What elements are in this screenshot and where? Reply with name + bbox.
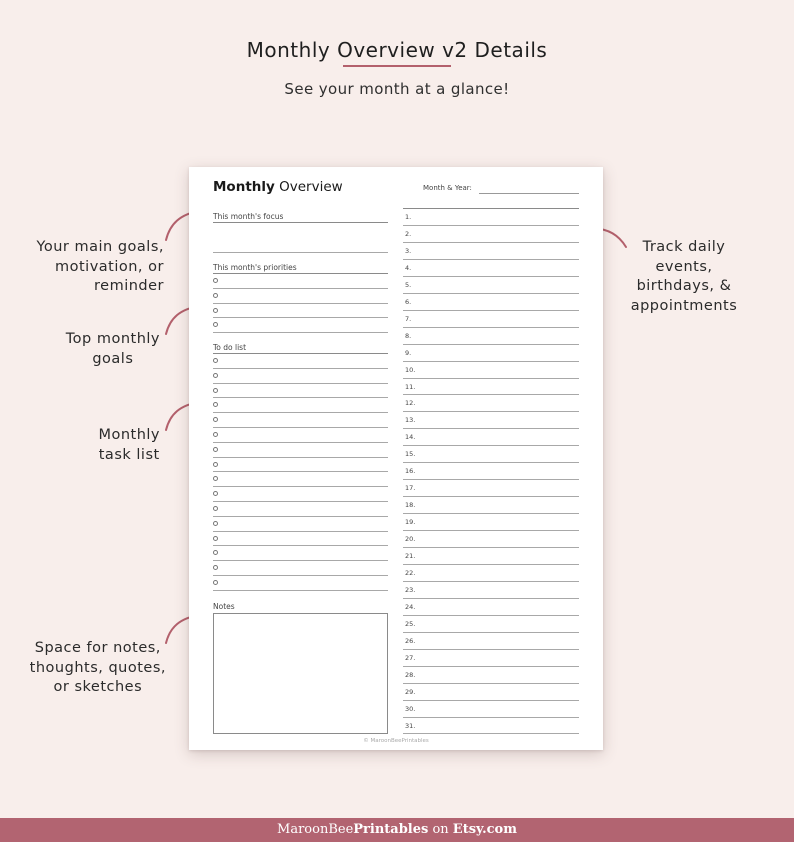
priority-line — [213, 288, 388, 289]
day-number: 5. — [405, 280, 412, 289]
day-number: 8. — [405, 331, 412, 340]
callout-line: birthdays, & — [636, 278, 732, 294]
todo-rule — [213, 353, 388, 354]
todo-checkbox[interactable] — [213, 491, 218, 496]
day-line — [403, 632, 579, 633]
todo-line — [213, 590, 388, 591]
day-number: 13. — [405, 416, 416, 425]
day-number: 17. — [405, 484, 416, 493]
day-number: 24. — [405, 602, 416, 611]
todo-checkbox[interactable] — [213, 417, 218, 422]
todo-checkbox[interactable] — [213, 565, 218, 570]
todo-line — [213, 545, 388, 546]
day-line — [403, 445, 579, 446]
callout-line: or sketches — [53, 679, 143, 695]
todo-checkbox[interactable] — [213, 536, 218, 541]
priority-line — [213, 317, 388, 318]
day-number: 26. — [405, 636, 416, 645]
days-rule — [403, 208, 579, 209]
todo-checkbox[interactable] — [213, 462, 218, 467]
callout-line: appointments — [630, 297, 738, 314]
day-line — [403, 513, 579, 514]
day-number: 7. — [405, 314, 412, 323]
day-number: 25. — [405, 619, 416, 628]
day-number: 16. — [405, 467, 416, 476]
day-line — [403, 361, 579, 362]
page-subtitle: See your month at a glance! — [284, 80, 510, 98]
callout-line: Monthly — [98, 427, 160, 443]
day-number: 31. — [405, 721, 416, 730]
callout-line: motivation, or — [54, 258, 164, 275]
day-number: 21. — [405, 552, 416, 560]
day-line — [403, 530, 579, 531]
notes-box — [213, 613, 388, 734]
day-number: 29. — [405, 687, 416, 696]
todo-line — [213, 368, 388, 369]
day-line — [403, 310, 579, 311]
day-number: 4. — [405, 263, 412, 272]
day-line — [403, 242, 579, 243]
shop-name-bold: Printables — [353, 822, 429, 837]
todo-checkbox[interactable] — [213, 388, 218, 393]
todo-line — [213, 457, 388, 458]
todo-checkbox[interactable] — [213, 580, 218, 585]
day-line — [403, 547, 579, 548]
notes-label: Notes — [213, 602, 235, 611]
day-number: 2. — [405, 229, 412, 238]
callout-notes — [30, 639, 166, 698]
day-line — [403, 462, 579, 463]
todo-line — [213, 516, 388, 517]
day-line — [403, 225, 579, 226]
callout-line: Space for notes, — [34, 640, 161, 656]
callout-top-goals — [66, 330, 160, 369]
day-number: 14. — [405, 433, 416, 442]
todo-line — [213, 531, 388, 532]
callout-line: reminder — [94, 278, 164, 294]
priorities-rule — [213, 273, 388, 274]
month-year-label: Month & Year: — [423, 184, 472, 192]
day-number: 12. — [405, 399, 416, 408]
callout-line: goals — [92, 350, 134, 367]
day-number: 23. — [405, 585, 416, 594]
todo-checkbox[interactable] — [213, 402, 218, 407]
page-title: Monthly Overview v2 Details — [246, 38, 548, 62]
todo-line — [213, 397, 388, 398]
shop-name-regular: MaroonBee — [277, 822, 354, 837]
banner-platform: Etsy.com — [452, 822, 517, 837]
day-line — [403, 700, 579, 701]
todo-line — [213, 442, 388, 443]
day-line — [403, 598, 579, 599]
day-number: 28. — [405, 670, 416, 679]
planner-sheet — [189, 167, 603, 750]
todo-line — [213, 471, 388, 472]
day-number: 10. — [405, 365, 416, 374]
planner-title-rest: Overview — [274, 179, 343, 195]
todo-checkbox[interactable] — [213, 432, 218, 437]
todo-line — [213, 501, 388, 502]
shop-banner — [0, 818, 794, 842]
callout-goals — [36, 238, 164, 297]
priority-line — [213, 303, 388, 304]
day-line — [403, 666, 579, 667]
day-number: 9. — [405, 348, 412, 357]
callout-line: Track daily — [642, 239, 726, 255]
day-line — [403, 259, 579, 260]
todo-checkbox[interactable] — [213, 506, 218, 511]
todo-line — [213, 383, 388, 384]
day-number: 22. — [405, 568, 416, 577]
callout-line: Your main goals, — [36, 239, 164, 255]
todo-checkbox[interactable] — [213, 521, 218, 526]
day-line — [403, 327, 579, 328]
day-line — [403, 344, 579, 345]
callout-line: thoughts, quotes, — [29, 659, 166, 676]
planner-title — [213, 179, 343, 195]
focus-line — [213, 252, 388, 253]
callout-line: events, — [655, 258, 713, 275]
day-number: 30. — [405, 704, 416, 713]
day-number: 27. — [405, 653, 416, 662]
day-number: 19. — [405, 518, 416, 527]
priority-line — [213, 332, 388, 333]
todo-line — [213, 575, 388, 576]
day-line — [403, 411, 579, 412]
todo-line — [213, 412, 388, 413]
planner-title-bold: Monthly — [213, 179, 275, 195]
month-year-line — [479, 193, 579, 194]
day-number: 6. — [405, 297, 412, 306]
day-line — [403, 378, 579, 379]
day-line — [403, 717, 579, 718]
callout-line: Top monthly — [65, 331, 160, 347]
callout-daily — [620, 238, 748, 316]
callout-line: task list — [98, 446, 160, 463]
day-number: 3. — [405, 246, 412, 255]
todo-line — [213, 427, 388, 428]
day-line — [403, 615, 579, 616]
todo-checkbox[interactable] — [213, 476, 218, 481]
day-line — [403, 293, 579, 294]
priority-checkbox[interactable] — [213, 293, 218, 298]
priority-checkbox[interactable] — [213, 308, 218, 313]
day-line — [403, 496, 579, 497]
day-line — [403, 394, 579, 395]
day-number: 20. — [405, 535, 416, 544]
todo-line — [213, 486, 388, 487]
priorities-label: This month's priorities — [213, 263, 297, 272]
day-number: 15. — [405, 450, 416, 459]
priority-checkbox[interactable] — [213, 322, 218, 327]
focus-rule — [213, 222, 388, 223]
day-line — [403, 733, 579, 734]
todo-checkbox[interactable] — [213, 373, 218, 378]
todo-line — [213, 560, 388, 561]
focus-label: This month's focus — [213, 212, 284, 221]
title-underline — [343, 65, 451, 67]
todo-label: To do list — [213, 343, 247, 352]
todo-checkbox[interactable] — [213, 447, 218, 452]
todo-checkbox[interactable] — [213, 550, 218, 555]
day-line — [403, 649, 579, 650]
todo-checkbox[interactable] — [213, 358, 218, 363]
watermark: © MaroonBeePrintables — [363, 738, 429, 744]
day-line — [403, 564, 579, 565]
day-line — [403, 479, 579, 480]
day-number: 18. — [405, 501, 416, 510]
day-number: 11. — [405, 382, 416, 391]
day-line — [403, 581, 579, 582]
day-line — [403, 428, 579, 429]
priority-checkbox[interactable] — [213, 278, 218, 283]
day-line — [403, 276, 579, 277]
callout-task-list — [98, 426, 160, 465]
banner-on-text: on — [428, 822, 453, 837]
day-line — [403, 683, 579, 684]
day-number: 1. — [405, 213, 412, 221]
